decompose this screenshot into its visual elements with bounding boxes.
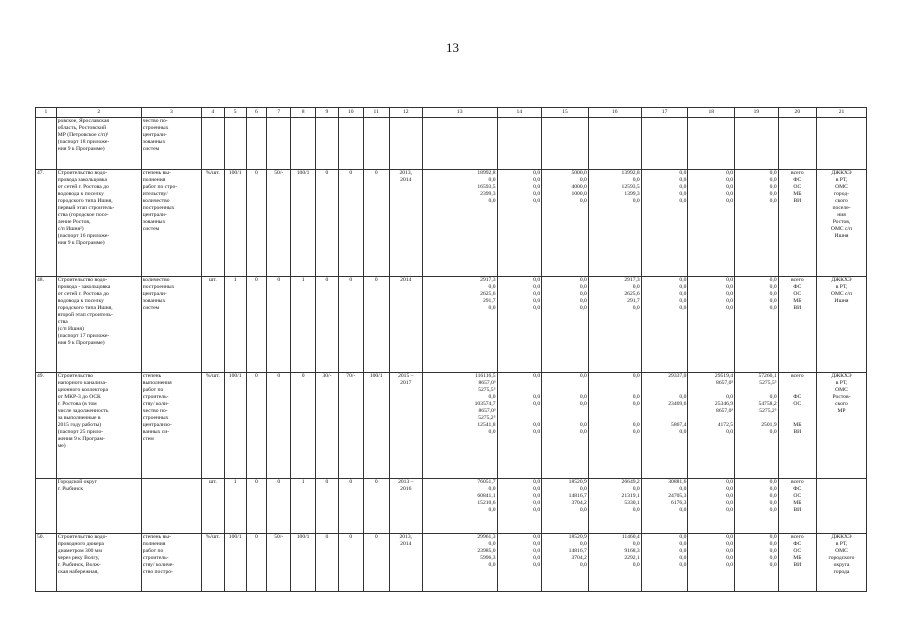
amount-total: 29961,3 0,0 23985,0 5996,3 0,0: [422, 534, 497, 592]
value-2013: 0: [267, 479, 291, 534]
value-2012: 0: [246, 277, 267, 373]
col-number: 13: [422, 108, 497, 118]
years: 2015 – 2017: [389, 373, 422, 479]
amount-total: 76051,7 0,0 60841,1 15210,6 0,0: [422, 479, 497, 534]
table-row: [36, 373, 867, 479]
col-number: 19: [735, 108, 779, 118]
value-2014: 1: [291, 277, 316, 373]
amount-year: 0,0 0,0 0,0 0,0 0,0: [641, 534, 688, 592]
responsible: ДЖКХЭ в РТ, ОМС городского округа города: [817, 534, 867, 592]
table-row: [36, 118, 867, 170]
value-2012: 0: [246, 479, 267, 534]
target-value: 1: [224, 479, 246, 534]
amount-year: 29519,4 8657,0³ 0,0 25346,9 8657,0³ 4172,5 0,0: [688, 373, 735, 479]
col-number: 18: [688, 108, 735, 118]
row-number: 47.: [36, 170, 57, 277]
target-value: 1: [224, 277, 246, 373]
amount-year: 11460,4 0,0 9168,3 2292,1 0,0: [588, 534, 641, 592]
value-2012: 0: [246, 170, 267, 277]
target-value: 100/1: [224, 373, 246, 479]
value-2017: 0: [363, 479, 389, 534]
value-2016: 0: [338, 277, 363, 373]
amount-year: 30881,6 0,0 24705,3 6176,3 0,0: [641, 479, 688, 534]
col-number: 2: [56, 108, 141, 118]
project-name: Строительство водо- проводного дюкера диаметром 300 мм через реку Волгу, г. Рыбинск, Волж- ская набережная,: [56, 534, 141, 592]
amount-year: 0,0 0,0 0,0 0,0 0,0: [497, 373, 542, 479]
value-2014: 100/1: [291, 534, 316, 592]
value-2013: 0: [267, 373, 291, 479]
table-row: [36, 277, 867, 373]
value-2017: 0: [363, 170, 389, 277]
amount-year: 0,0 0,0 0,0 0,0 0,0: [641, 170, 688, 277]
value-2016: 0: [338, 534, 363, 592]
amount-year: 18520,9 0,0 14816,7 3704,2 0,0: [542, 479, 589, 534]
value-2016: 70/-: [338, 373, 363, 479]
unit: %/шт.: [201, 373, 224, 479]
municipality-name: Городской округ г. Рыбинск: [56, 479, 141, 534]
col-number: 1: [36, 108, 57, 118]
amount-year: 0,0 0,0 0,0 0,0 0,0: [688, 479, 735, 534]
value-2017: 0: [363, 277, 389, 373]
amount-year: 0,0 0,0 0,0 0,0 0,0: [497, 479, 542, 534]
project-name: ровское, Ярославская область, Ростовский МР (Петровское с/п)¹ (паспорт 18 приложе- ния 9 к Программе): [56, 118, 141, 170]
value-2017: 100/1: [363, 373, 389, 479]
unit: %/шт.: [201, 170, 224, 277]
col-number: 20: [778, 108, 816, 118]
funding-source: всего ФС ОС МБ ВИ: [778, 373, 816, 479]
responsible: ДЖКХЭ в РТ, ОМС Ростов- ского МР: [817, 373, 867, 479]
amount-year: 5000,0 0,0 4000,0 1000,0 0,0: [542, 170, 589, 277]
col-number: 11: [363, 108, 389, 118]
amount-year: 0,0 0,0 0,0 0,0 0,0: [542, 373, 589, 479]
target-value: 100/1: [224, 170, 246, 277]
amount-year: 13992,8 0,0 12593,5 1399,3 0,0: [588, 170, 641, 277]
amount-year: 0,0 0,0 0,0 0,0 0,0: [497, 277, 542, 373]
column-numbers-row: [36, 108, 867, 118]
col-number: 15: [542, 108, 589, 118]
funding-source: всего ФС ОС МБ ВИ: [778, 277, 816, 373]
col-number: 7: [267, 108, 291, 118]
unit: шт.: [201, 277, 224, 373]
value-2013: 0: [267, 277, 291, 373]
project-name: Строительство водо- провода - закольцовка от сетей г. Ростова до водовода к поселку городского типа Ишня, второй этап строитель- ства (с/п Ишня) (паспорт 17 приложе- ния 9 к Программе): [56, 277, 141, 373]
col-number: 17: [641, 108, 688, 118]
col-number: 21: [817, 108, 867, 118]
amount-total: 18992,8 0,0 16593,5 2399,3 0,0: [422, 170, 497, 277]
value-2016: 0: [338, 170, 363, 277]
value-2014: 0: [291, 373, 316, 479]
row-number: 50.: [36, 534, 57, 592]
col-number: 10: [338, 108, 363, 118]
amount-year: 0,0 0,0 0,0 0,0 0,0: [735, 277, 779, 373]
amount-year: 0,0 0,0 0,0 0,0 0,0: [735, 170, 779, 277]
funding-source: всего ФС ОС МБ ВИ: [778, 170, 816, 277]
row-number: 49.: [36, 373, 57, 479]
years: 2014: [389, 277, 422, 373]
years: 2013, 2014: [389, 534, 422, 592]
amount-year: 0,0 0,0 0,0 0,0 0,0: [688, 534, 735, 592]
value-2015: 30/-: [316, 373, 339, 479]
amount-year: 29337,0 0,0 23469,6 5867,4 0,0: [641, 373, 688, 479]
amount-year: 2917,3 0,0 2625,6 291,7 0,0: [588, 277, 641, 373]
project-name: Строительство напорного канализа- ционного коллектора от МКР-3 до ОСК г. Ростова (в том числе задолженность за выполненные в 2015 году работы) (паспорт 25 прило- жения 9 к Програм- ме): [56, 373, 141, 479]
table-row: [36, 170, 867, 277]
col-number: 4: [201, 108, 224, 118]
indicator-name: чество по- строенных централи- зованных систем: [141, 118, 201, 170]
value-2015: 0: [316, 479, 339, 534]
col-number: 14: [497, 108, 542, 118]
table-row: [36, 479, 867, 534]
value-2013: 50/-: [267, 534, 291, 592]
amount-year: 0,0 0,0 0,0 0,0 0,0: [688, 170, 735, 277]
value-2013: 50/-: [267, 170, 291, 277]
project-name: Строительство водо- провода закольцовка от сетей г. Ростова до водовода к поселку городского типа Ишня, первый этап строитель- ства (городское посе- ление Ростов, с/п Ишня²) (паспорт 16 приложе- ния 9 к Программе): [56, 170, 141, 277]
target-value: 100/1: [224, 534, 246, 592]
funding-source: всего ФС ОС МБ ВИ: [778, 479, 816, 534]
col-number: 3: [141, 108, 201, 118]
indicator-name: количество построенных централи- зованных систем: [141, 277, 201, 373]
years: 2013, 2014: [389, 170, 422, 277]
value-2015: 0: [316, 277, 339, 373]
responsible: ДЖКХЭ в РТ, ОМС город- ского поселе- ния Ростов, ОМС с/п Ишня: [817, 170, 867, 277]
col-number: 9: [316, 108, 339, 118]
col-number: 8: [291, 108, 316, 118]
row-number: 48.: [36, 277, 57, 373]
value-2012: 0: [246, 534, 267, 592]
value-2014: 100/1: [291, 170, 316, 277]
amount-year: 0,0 0,0 0,0 0,0 0,0: [641, 277, 688, 373]
years: 2013 – 2016: [389, 479, 422, 534]
amount-year: 0,0 0,0 0,0 0,0 0,0: [688, 277, 735, 373]
unit: шт.: [201, 479, 224, 534]
amount-total: 2917,3 0,0 2625,6 291,7 0,0: [422, 277, 497, 373]
responsible: ДЖКХЭ в РТ, ОМС с/п Ишня: [817, 277, 867, 373]
indicator-name: степень выполнения работ по строитель- ству/ коли- чество по- строенных централизо- ванных си- стем: [141, 373, 201, 479]
amount-year: 0,0 0,0 0,0 0,0 0,0: [588, 373, 641, 479]
amount-year: 0,0 0,0 0,0 0,0 0,0: [542, 277, 589, 373]
col-number: 6: [246, 108, 267, 118]
program-measures-table: [35, 107, 867, 592]
indicator-name: степень вы- полнения работ по строитель- ству/ количе- ство постро-: [141, 534, 201, 592]
value-2015: 0: [316, 534, 339, 592]
table-row: [36, 534, 867, 592]
col-number: 5: [224, 108, 246, 118]
amount-year: 0,0 0,0 0,0 0,0 0,0: [735, 534, 779, 592]
amount-year: 0,0 0,0 0,0 0,0 0,0: [735, 479, 779, 534]
page-number: 13: [446, 40, 459, 55]
value-2016: 0: [338, 479, 363, 534]
amount-total: 116116,5 8657,0³ 5275,5⁵ 0,0 103574,7 8657,0³ 5275,2⁵ 12541,8 0,0: [422, 373, 497, 479]
amount-year: 18520,9 0,0 14816,7 3704,2 0,0: [542, 534, 589, 592]
value-2012: 0: [246, 373, 267, 479]
indicator-name: степень вы- полнения работ по стро- ительству/ количество построенных централи- зованных систем: [141, 170, 201, 277]
funding-source: всего ФС ОС МБ ВИ: [778, 534, 816, 592]
amount-year: 0,0 0,0 0,0 0,0 0,0: [497, 170, 542, 277]
value-2015: 0: [316, 170, 339, 277]
unit: %/шт.: [201, 534, 224, 592]
col-number: 16: [588, 108, 641, 118]
amount-year: 26649,2 0,0 21319,1 5330,1 0,0: [588, 479, 641, 534]
value-2017: 0: [363, 534, 389, 592]
amount-year: 0,0 0,0 0,0 0,0 0,0: [497, 534, 542, 592]
value-2014: 1: [291, 479, 316, 534]
col-number: 12: [389, 108, 422, 118]
amount-year: 57260,1 5275,5⁵ 0,0 54758,2 5275,2⁵ 2501,9 0,0: [735, 373, 779, 479]
